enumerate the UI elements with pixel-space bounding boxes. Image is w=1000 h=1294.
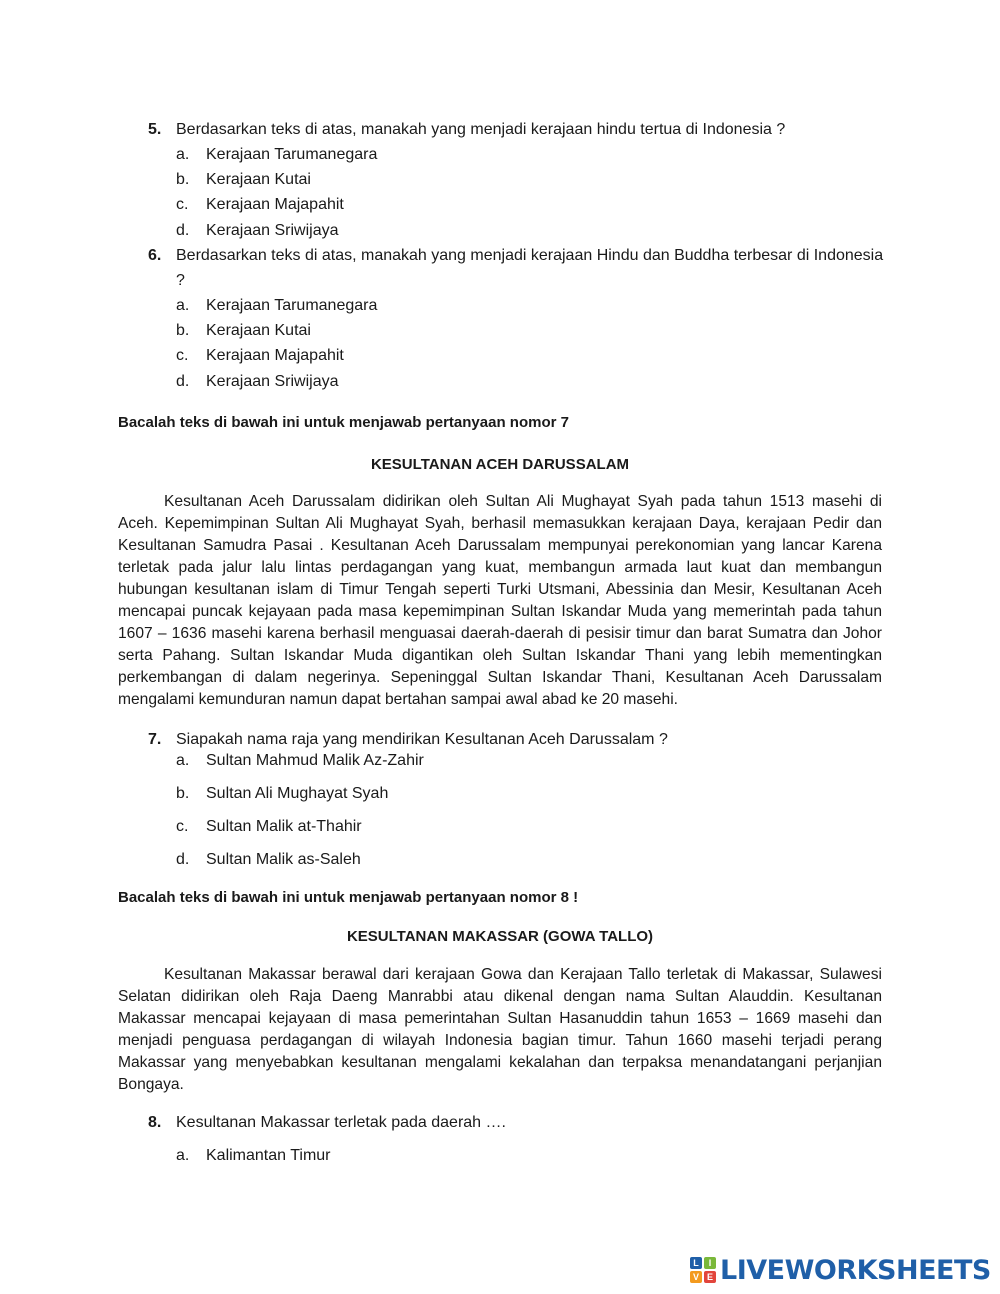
option-text: Kerajaan Kutai — [206, 322, 311, 340]
logo-mark-e: E — [704, 1271, 716, 1283]
option-text: Sultan Malik as-Saleh — [206, 851, 361, 868]
logo-text: LIVEWORKSHEETS — [720, 1254, 991, 1286]
option-letter: d. — [176, 221, 190, 239]
passage-makassar: Kesultanan Makassar berawal dari kerajaan Gowa dan Kerajaan Tallo terletak di Makassar, Sulawesi Selatan didirikan oleh Raja Daeng Manrabbi atau dikenal dengan nama Sultan Alauddin. Kesultanan Makassar mencapai kejayaan di masa pemerintahan Sultan Hasanuddin tahun 1653 – 1669 masehi dan menjadi penguasa perdagangan di wilayah Indonesia bagian timur. Tahun 1660 masehi terjadi perang Makassar yang menyebabkan kesultanan mengalami kekalahan dan terpaksa menandatangani perjanjian Bongaya. — [118, 966, 882, 1093]
logo-mark-icon — [690, 1257, 716, 1283]
section-heading-aceh: KESULTANAN ACEH DARUSSALAM — [370, 456, 630, 473]
option-text: Kerajaan Majapahit — [206, 196, 344, 214]
option-text: Kerajaan Sriwijaya — [206, 221, 339, 239]
question-number: 8. — [148, 1114, 162, 1131]
option-letter: a. — [176, 1147, 190, 1164]
section-heading-makassar: KESULTANAN MAKASSAR (GOWA TALLO) — [346, 928, 654, 945]
option-text: Kerajaan Majapahit — [206, 347, 344, 365]
option-letter: a. — [176, 297, 190, 314]
question-number: 6. — [148, 247, 162, 264]
logo-mark-i: I — [704, 1257, 716, 1269]
option-text: Kerajaan Sriwijaya — [206, 372, 339, 390]
option-letter: c. — [176, 347, 189, 365]
option-text: Kerajaan Tarumanegara — [206, 297, 378, 314]
question-text: Berdasarkan teks di atas, manakah yang menjadi kerajaan Hindu dan Buddha terbesar di Indonesia ? — [176, 247, 884, 289]
option-text: Kerajaan Kutai — [206, 171, 311, 189]
question-number: 5. — [148, 121, 162, 138]
passage-aceh: Kesultanan Aceh Darussalam didirikan oleh Sultan Ali Mughayat Syah pada tahun 1513 masehi di Aceh. Kepemimpinan Sultan Ali Mughayat Syah, berhasil memasukkan kerajaan Daya, kerajaan Pedir dan Kesultanan Samudra Pasai . Kesultanan Aceh Darussalam mempunyai perekonomian yang lancar Karena terletak pada jalur lalu lintas perdagangan yang kuat, membangun armada laut kuat dan membangun hubungan kesultanan islam di Timur Tengah seperti Turki Utsmani, Abessinia dan Mesir, Kesultanan Aceh mencapai puncak kejayaan pada masa kepemimpinan Sultan Iskandar Muda yang memerintah pada tahun 1607 – 1636 masehi karena berhasil menguasai daerah-daerah di pesisir timur dan barat Sumatra dan Johor serta Pahang. Sultan Iskandar Muda digantikan oleh Sultan Iskandar Thani yang lebih mementingkan perkembangan di dalam negerinya. Sepeninggal Sultan Iskandar Thani, Kesultanan Aceh Darussalam mengalami kemunduran namun dapat bertahan sampai awal abad ke 20 masehi. — [118, 493, 882, 708]
question-5 — [148, 117, 888, 142]
instruction-7: Bacalah teks di bawah ini untuk menjawab pertanyaan nomor 7 — [118, 414, 569, 431]
question-number: 7. — [148, 731, 162, 748]
instruction-8: Bacalah teks di bawah ini untuk menjawab pertanyaan nomor 8 ! — [118, 889, 579, 906]
question-text: Berdasarkan teks di atas, manakah yang menjadi kerajaan hindu tertua di Indonesia ? — [176, 121, 786, 138]
question-8 — [148, 1110, 888, 1135]
option-text: Sultan Ali Mughayat Syah — [206, 785, 389, 802]
option-text: Sultan Malik at-Thahir — [206, 818, 362, 835]
option-letter: a. — [176, 146, 190, 163]
logo-mark-v: V — [690, 1271, 702, 1283]
option-letter: d. — [176, 372, 190, 390]
liveworksheets-logo — [690, 1254, 991, 1286]
option-text: Sultan Mahmud Malik Az-Zahir — [206, 752, 424, 769]
option-text: Kalimantan Timur — [206, 1147, 331, 1164]
option-letter: c. — [176, 818, 189, 835]
option-letter: b. — [176, 785, 190, 802]
option-letter: b. — [176, 322, 190, 340]
option-text: Kerajaan Tarumanegara — [206, 146, 378, 163]
option-letter: a. — [176, 752, 190, 769]
question-text: Kesultanan Makassar terletak pada daerah …. — [176, 1114, 506, 1131]
option-letter: c. — [176, 196, 189, 214]
option-letter: d. — [176, 851, 190, 868]
option-letter: b. — [176, 171, 190, 189]
question-6 — [148, 243, 888, 293]
question-text: Siapakah nama raja yang mendirikan Kesultanan Aceh Darussalam ? — [176, 731, 668, 748]
logo-mark-l: L — [690, 1257, 702, 1269]
